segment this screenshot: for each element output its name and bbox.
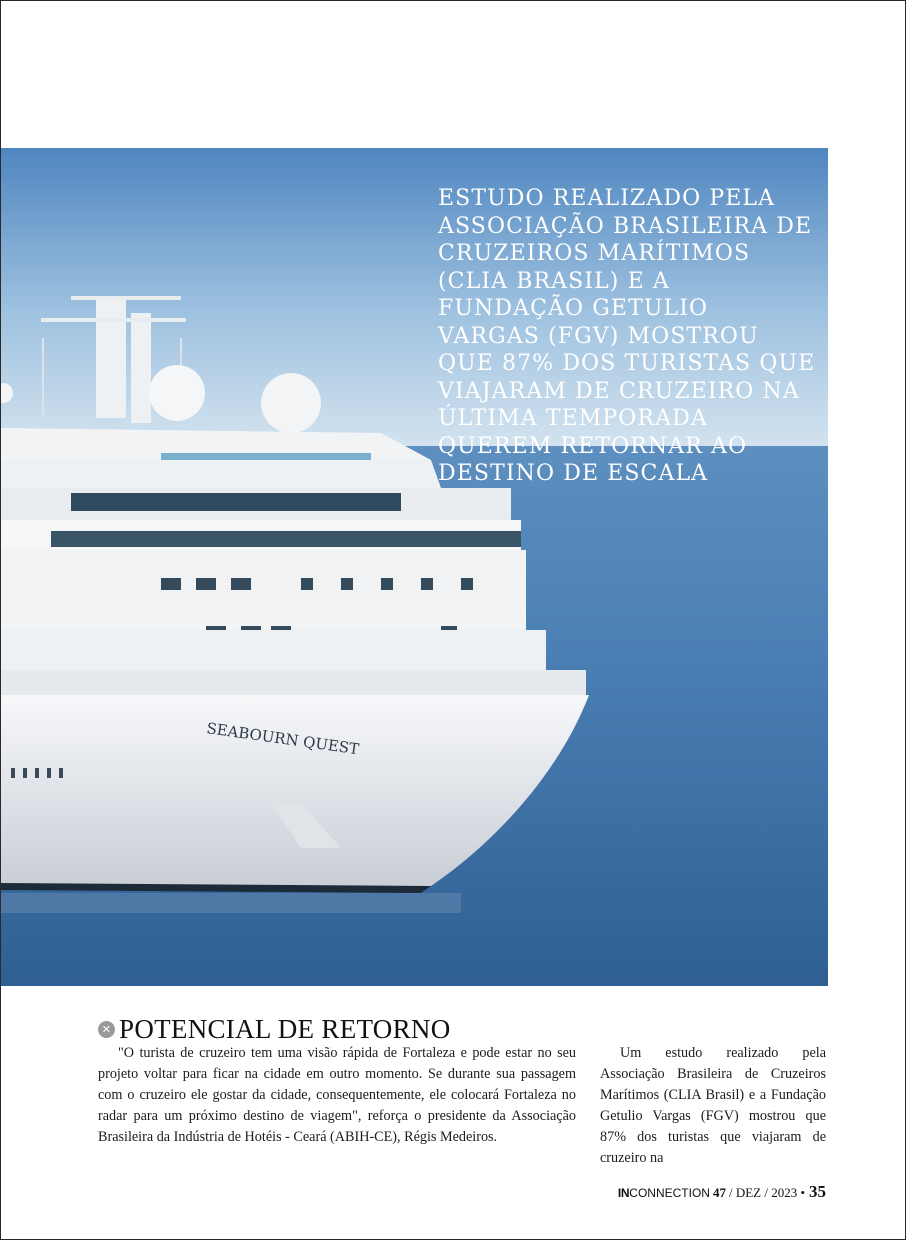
paragraph-quote: "O turista de cruzeiro tem uma visão rápida de Fortaleza e pode estar no seu projeto voltar para ficar na cidade em outro momento. Se durante sua passagem com o cruzeiro ele gostar da cidade, consequentemente, ele colocará Fortaleza no radar para um próximo destino de viagem", reforça o presidente da Associação Brasileira da Indústria de Hotéis - Ceará (ABIH-CE), Régis Medeiros. <box>98 1045 576 1145</box>
page-number: 35 <box>809 1182 826 1201</box>
body-column-right <box>600 1043 826 1169</box>
issue-number: 47 <box>712 1185 726 1200</box>
photo-pull-quote: ESTUDO REALIZADO PELA ASSOCIAÇÃO BRASILEIRA DE CRUZEIROS MARÍTIMOS (CLIA BRASIL) E A FUNDAÇÃO GETULIO VARGAS (FGV) MOSTROU QUE 87% DOS TURISTAS QUE VIAJARAM DE CRUZEIRO NA ÚLTIMA TEMPORADA QUEREM RETORNAR AO DESTINO DE ESCALA <box>438 186 816 486</box>
brand-connection: CONNECTION <box>629 1186 710 1200</box>
paragraph-study: Um estudo realizado pela Associação Brasileira de Cruzeiros Marítimos (CLIA Brasil) e a Fundação Getulio Vargas (FGV) mostrou que 87% dos turistas que viajaram de cruzeiro na <box>600 1045 826 1166</box>
body-column-left <box>98 1043 576 1148</box>
star-bullet-icon <box>98 1021 115 1038</box>
section-heading <box>98 1014 451 1045</box>
page-footer <box>618 1182 826 1202</box>
issue-date: / DEZ / 2023 • <box>728 1185 805 1200</box>
brand-in: IN <box>617 1186 630 1200</box>
section-title-text: POTENCIAL DE RETORNO <box>119 1014 451 1044</box>
ship-name-label: SEABOURN QUEST <box>205 719 361 759</box>
